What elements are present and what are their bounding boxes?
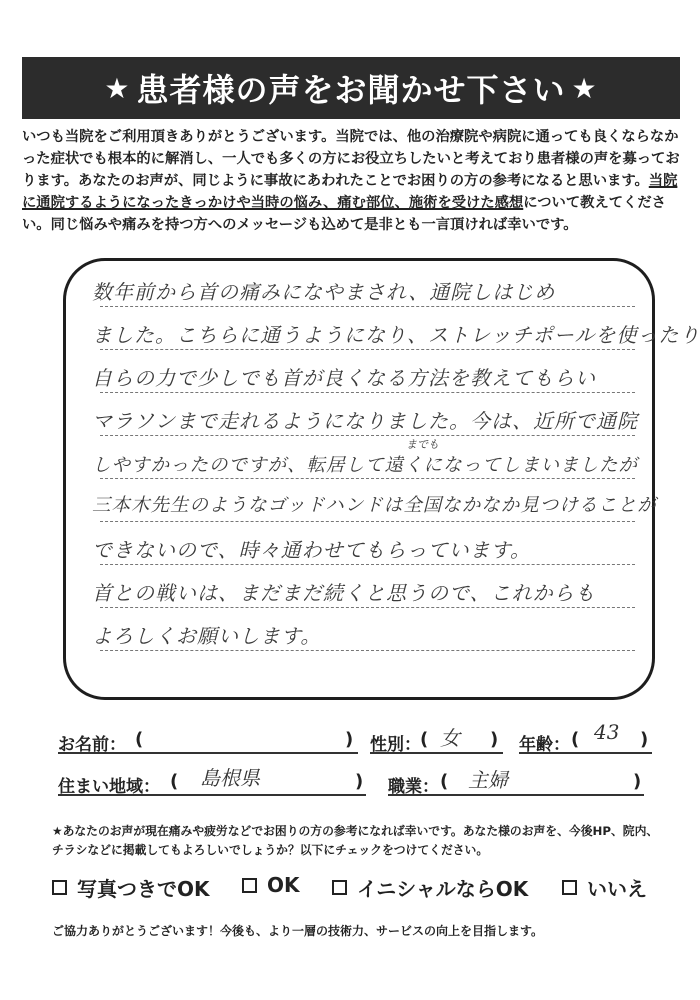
name-underline [58,752,358,754]
publication-note: ★あなたのお声が現在痛みや疲労などでお困りの方の参考になれば幸いです。あなた様のお声を、今後HP、院内、チラシなどに掲載してもよろしいでしょうか？以下にチェックをつけてください。 [52,824,659,857]
residence-value[interactable]: 島根県 [200,766,260,790]
name-label: お名前： [58,735,126,755]
gender-label: 性別： [370,735,421,755]
comment-line: 三本木先生のようなゴッドハンドは全国なかなか見つけることが [92,495,657,516]
title-banner [22,57,680,119]
comment-line: できないので、時々通わせてもらっています。 [92,538,531,562]
comment-line: マラソンまで走れるようになりました。今は、近所で通院 [92,409,638,433]
age-label: 年齢： [519,735,570,755]
comment-rule [100,392,635,393]
checkbox[interactable] [562,880,577,895]
age-underline [519,752,652,754]
comment-line: 首との戦いは、まだまだ続くと思うので、これからも [92,581,596,605]
comment-rule [100,478,635,479]
gender-value[interactable]: 女 [440,726,460,750]
residence-close-paren: ) [355,771,364,792]
comment-rule [100,349,635,350]
comment-line: ました。こちらに通うようになり、ストレッチポールを使ったり [92,323,700,347]
age-close-paren: ) [640,729,649,750]
comment-insert-note: までも [406,438,439,451]
comment-line: しやすかったのですが、転居して遠くになってしまいましたが [92,455,639,476]
star-left-icon: ★ [104,71,131,105]
age-value[interactable]: 43 [594,720,620,744]
gender-close-paren: ) [490,729,499,750]
choice-initial-ok[interactable] [332,873,528,902]
comment-rule [100,564,635,565]
choice-label: OK [267,873,300,897]
comment-rule [100,650,635,651]
comment-rule [100,521,635,522]
choice-photo-ok[interactable] [52,873,210,902]
star-right-icon: ★ [571,71,598,105]
comment-rule [100,607,635,608]
comment-line: 自らの力で少しでも首が良くなる方法を教えてもらい [92,366,596,390]
occupation-label: 職業： [388,777,439,797]
occupation-value[interactable]: 主婦 [468,768,508,792]
intro-text-1: いつも当院をご利用頂きありがとうございます。当院では、他の治療院や病院に通っても良くならなかった症状でも根本的に解消し、一人でも多くの方にお役立ちしたいと考えており患者様の声を募っております。あなたのお声が、同じように事故にあわれたことでお困りの方の参考になると思います。 [22,129,680,189]
name-close-paren: ) [345,729,354,750]
choice-label: イニシャルならOK [357,877,529,901]
intro-underlined-text: 当院に通院するようになったきっかけや当時の悩み、痛む部位、施術を受けた感想 [22,173,678,211]
choice-ok[interactable] [242,873,300,897]
residence-underline [58,794,366,796]
choice-no[interactable] [562,873,647,902]
occupation-open-paren: ( [440,771,449,792]
choice-label: いいえ [587,877,647,901]
comment-rule [100,306,635,307]
intro-text-2: について教えてください。同じ悩みや痛みを持つ方へのメッセージも込めて是非とも一言頂ければ幸いです。 [22,195,666,233]
comment-rule [100,435,635,436]
permission-choices [52,873,672,903]
checkbox[interactable] [332,880,347,895]
occupation-underline [388,794,644,796]
page-title: 患者様の声をお聞かせ下さい [136,71,566,109]
gender-underline [370,752,503,754]
comment-line: よろしくお願いします。 [92,624,322,648]
checkbox[interactable] [242,878,257,893]
checkbox[interactable] [52,880,67,895]
name-open-paren: ( [135,729,144,750]
comment-line: 数年前から首の痛みになやまされ、通院しはじめ [92,280,556,304]
thanks-message: ご協力ありがとうございます！今後も、より一層の技術力、サービスの向上を目指します。 [52,924,544,938]
residence-open-paren: ( [170,771,179,792]
intro-paragraph [22,126,682,236]
gender-open-paren: ( [420,729,429,750]
age-open-paren: ( [571,729,580,750]
occupation-close-paren: ) [633,771,642,792]
choice-label: 写真つきでOK [77,877,210,901]
residence-label: 住まい地域： [58,777,160,797]
